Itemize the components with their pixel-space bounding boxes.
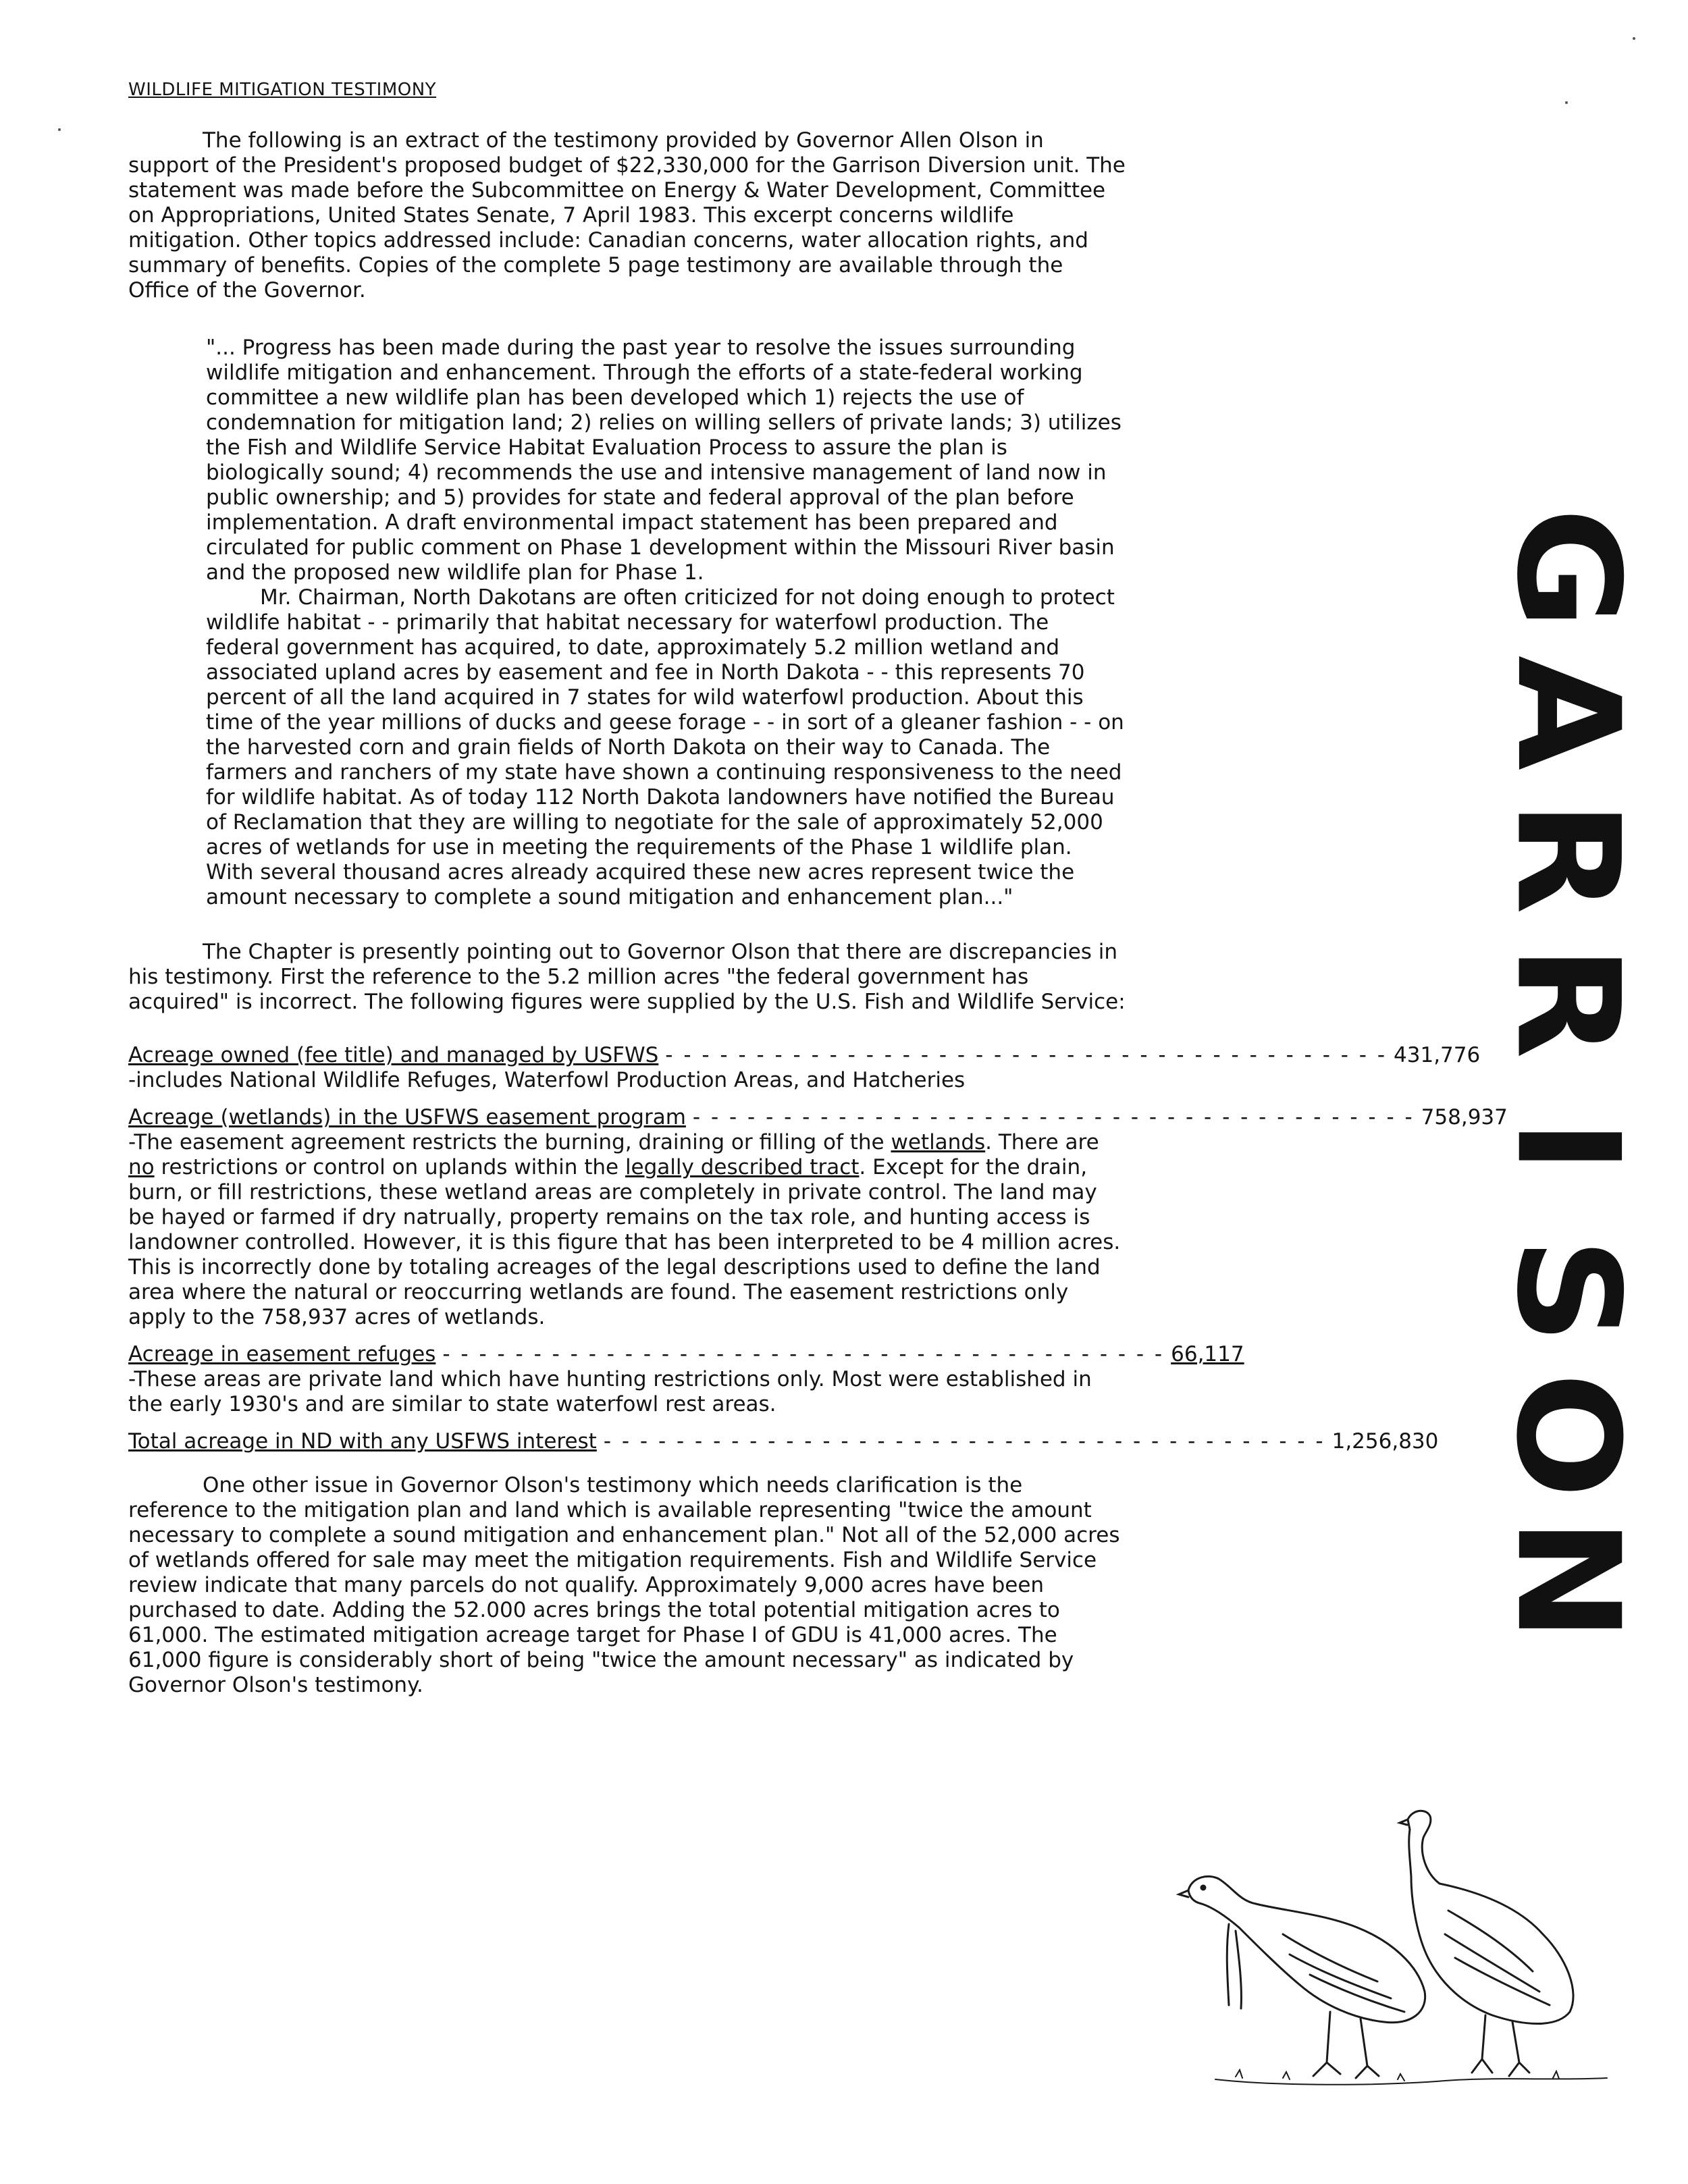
closing-paragraph: One other issue in Governor Olson's testimony which needs clarification is the reference to the mitigation plan and land which is available representing "twice the amount necessary to complete a sound mitigation and enhancement plan." Not all of the 52,000 acres of wetlands offered for sale may meet the mitigation requirements. Fish and Wildlife Service review indicate that many parcels do not qualify. Approximately 9,000 acres have been purchased to date. Adding the 52.000 acres brings the total potential mitigation acres to 61,000. The estimated mitigation acreage target for Phase I of GDU is 41,000 acres. The 61,000 figure is considerably short of being "twice the amount necessary" as indicated by Governor Olson's testimony. [128,1473,1120,1697]
scan-speck [1565,101,1568,104]
figure-note: -These areas are private land which have hunting restrictions only. Most were established in the early 1930's and are similar to state waterfowl rest areas. [128,1367,1092,1416]
figure-easement-program [128,1105,1508,1330]
quote-paragraph-2: Mr. Chairman, North Dakotans are often criticized for not doing enough to protect wildlife habitat - - primarily that habitat necessary for waterfowl production. The federal government has acquired, to date, approximately 5.2 million wetland and associated upland acres by easement and fee in North Dakota - - this represents 70 percent of all the land acquired in 7 states for wild waterfowl production. About this time of the year millions of ducks and geese forage - - in sort of a gleaner fashion - - on the harvested corn and grain fields of North Dakota on their way to Canada. The farmers and ranchers of my state have shown a continuing responsiveness to the need for wildlife habitat. As of today 112 North Dakota landowners have notified the Bureau of Reclamation that they are willing to negotiate for the sale of approximately 52,000 acres of wetlands for use in meeting the requirements of the Phase 1 wildlife plan. With several thousand acres already acquired these new acres represent twice the amount necessary to complete a sound mitigation and enhancement plan..." [206,585,1124,909]
figure-total [128,1429,1439,1454]
figure-value: 66,117 [1171,1342,1244,1366]
title-letter: I [1485,1119,1650,1174]
article-heading: WILDLIFE MITIGATION TESTIMONY [128,80,437,100]
figure-label: Acreage owned (fee title) and managed by USFWS [128,1043,659,1067]
title-letter: A [1485,655,1650,771]
dash-leader: - - - - - - - - - - - - - - - - - - - - - - - - - - - - - - - - - - - - - - - - [442,1342,1165,1366]
figure-value: 758,937 [1421,1105,1508,1129]
figure-note: -The easement agreement restricts the burning, draining or filling of the wetlands. There are no restrictions or control on uplands within the legally described tract. Except for the drain, burn, or fill restrictions, these wetland areas are completely in private control. The land may be hayed or farmed if dry natrually, property remains on the tax role, and hunting access is landowner controlled. However, it is this figure that has been interpreted to be 4 million acres. This is incorrectly done by totaling acreages of the legal descriptions used to define the land area where the natural or reoccurring wetlands are found. The easement restrictions only apply to the 758,937 acres of wetlands. [128,1130,1121,1329]
chapter-paragraph: The Chapter is presently pointing out to Governor Olson that there are discrepancies in his testimony. First the reference to the 5.2 million acres "the federal government has acquired" is incorrect. The following figures were supplied by the U.S. Fish and Wildlife Service: [128,940,1126,1014]
title-letter: N [1485,1517,1650,1643]
scan-speck [58,128,61,131]
figure-value: 1,256,830 [1331,1429,1439,1454]
dash-leader: - - - - - - - - - - - - - - - - - - - - - - - - - - - - - - - - - - - - - - - - [665,1043,1388,1067]
figure-note: -includes National Wildlife Refuges, Waterfowl Production Areas, and Hatcheries [128,1068,966,1092]
dash-leader: - - - - - - - - - - - - - - - - - - - - - - - - - - - - - - - - - - - - - - - - [692,1105,1415,1129]
title-letter: S [1485,1237,1650,1345]
turkey-front-icon [1179,1876,1425,2078]
garrison-vertical-title [1485,496,1650,1652]
testimony-quote [206,336,1124,910]
figure-easement-refuges [128,1342,1244,1417]
figure-label: Acreage in easement refuges [128,1342,436,1366]
title-letter: G [1485,507,1650,630]
title-letter: R [1485,800,1650,915]
testimony-article [128,80,1508,1698]
intro-paragraph: The following is an extract of the testimony provided by Governor Allen Olson in support of the President's proposed budget of $22,330,000 for the Garrison Diversion unit. The statement was made before the Subcommittee on Energy & Water Development, Committee on Appropriations, United States Senate, 7 April 1983. This excerpt concerns wildlife mitigation. Other topics addressed include: Canadian concerns, water allocation rights, and summary of benefits. Copies of the complete 5 page testimony are available through the Office of the Governor. [128,128,1126,302]
figure-value: 431,776 [1394,1043,1481,1067]
quote-paragraph-1: "... Progress has been made during the past year to resolve the issues surrounding wildlife mitigation and enhancement. Through the efforts of a state-federal working committee a new wildlife plan has been developed which 1) rejects the use of condemnation for mitigation land; 2) relies on willing sellers of private lands; 3) utilizes the Fish and Wildlife Service Habitat Evaluation Process to assure the plan is biologically sound; 4) recommends the use and intensive management of land now in public ownership; and 5) provides for state and federal approval of the plan before implementation. A draft environmental impact statement has been prepared and circulated for public comment on Phase 1 development within the Missouri River basin and the proposed new wildlife plan for Phase 1. [206,336,1122,585]
figure-label: Acreage (wetlands) in the USFWS easement program [128,1105,686,1129]
figure-fee-title [128,1043,1481,1093]
turkey-illustration [1175,1789,1614,2093]
title-letter: O [1485,1372,1650,1499]
figure-label: Total acreage in ND with any USFWS interest [128,1429,597,1454]
dash-leader: - - - - - - - - - - - - - - - - - - - - - - - - - - - - - - - - - - - - - - - - [603,1429,1325,1454]
turkey-back-icon [1400,1811,1573,2076]
scan-speck [1633,37,1635,40]
title-letter: R [1485,944,1650,1059]
